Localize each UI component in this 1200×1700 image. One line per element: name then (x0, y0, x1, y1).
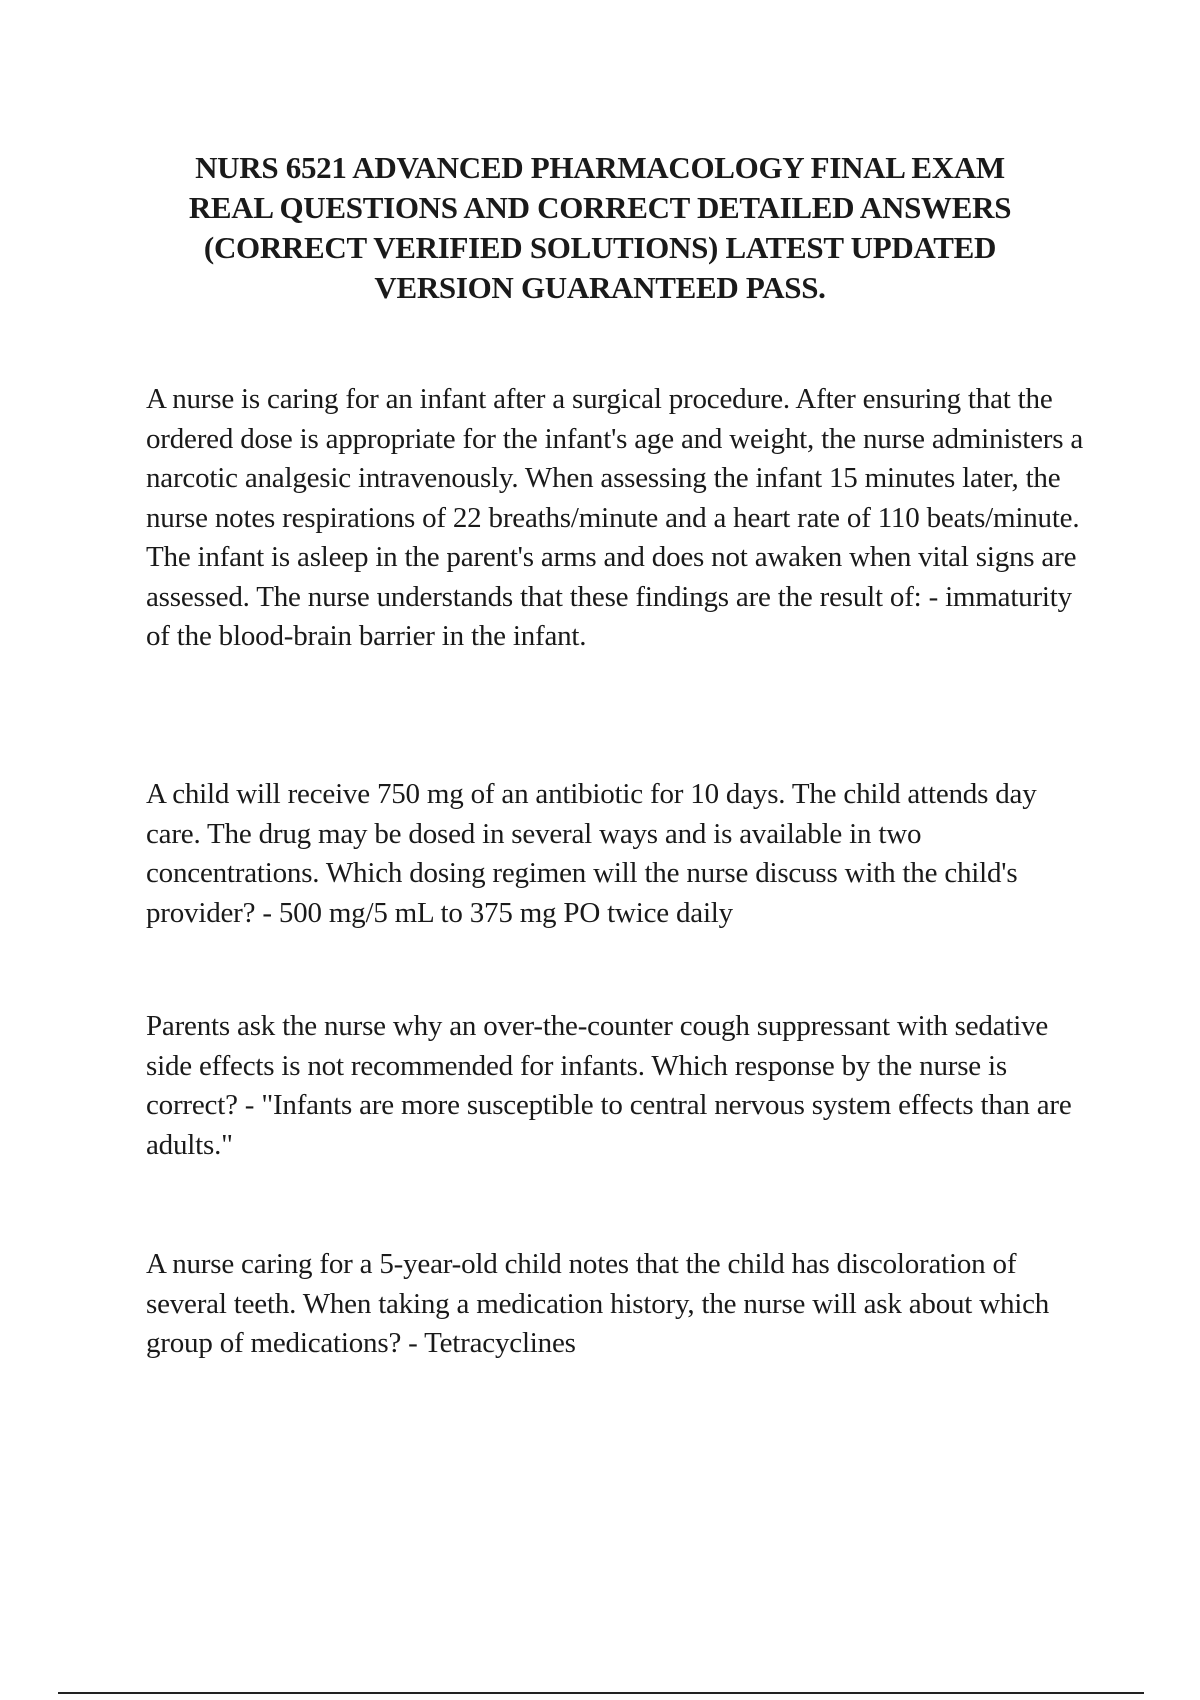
question-answer-4: A nurse caring for a 5-year-old child notes that the child has discoloration of several teeth. When taking a medication history, the nurse will ask about which group of medications? - Tetracyclines (146, 1248, 1050, 1359)
footer-divider (58, 1692, 1144, 1694)
document-title: NURS 6521 ADVANCED PHARMACOLOGY FINAL EXAM REAL QUESTIONS AND CORRECT DETAILED ANSWERS (CORRECT VERIFIED SOLUTIONS) LATEST UPDATED VERSION GUARANTEED PASS. (188, 150, 1012, 305)
question-answer-3: Parents ask the nurse why an over-the-counter cough suppressant with sedative side effects is not recommended for infants. Which response by the nurse is correct? - "Infants are more susceptible to central nervous system effects than are adults." (146, 1010, 1072, 1161)
question-answer-1: A nurse is caring for an infant after a surgical procedure. After ensuring that the ordered dose is appropriate for the infant's age and weight, the nurse administers a narcotic analgesic intravenously. When assessing the infant 15 minutes later, the nurse notes respirations of 22 breaths/minute and a heart rate of 110 beats/minute. The infant is asleep in the parent's arms and does not awaken when vital signs are assessed. The nurse understands that these findings are the result of: - immaturity of the blood-brain barrier in the infant. (146, 383, 1084, 652)
question-answer-2: A child will receive 750 mg of an antibiotic for 10 days. The child attends day care. The drug may be dosed in several ways and is available in two concentrations. Which dosing regimen will the nurse discuss with the child's provider? - 500 mg/5 mL to 375 mg PO twice daily (146, 778, 1037, 929)
